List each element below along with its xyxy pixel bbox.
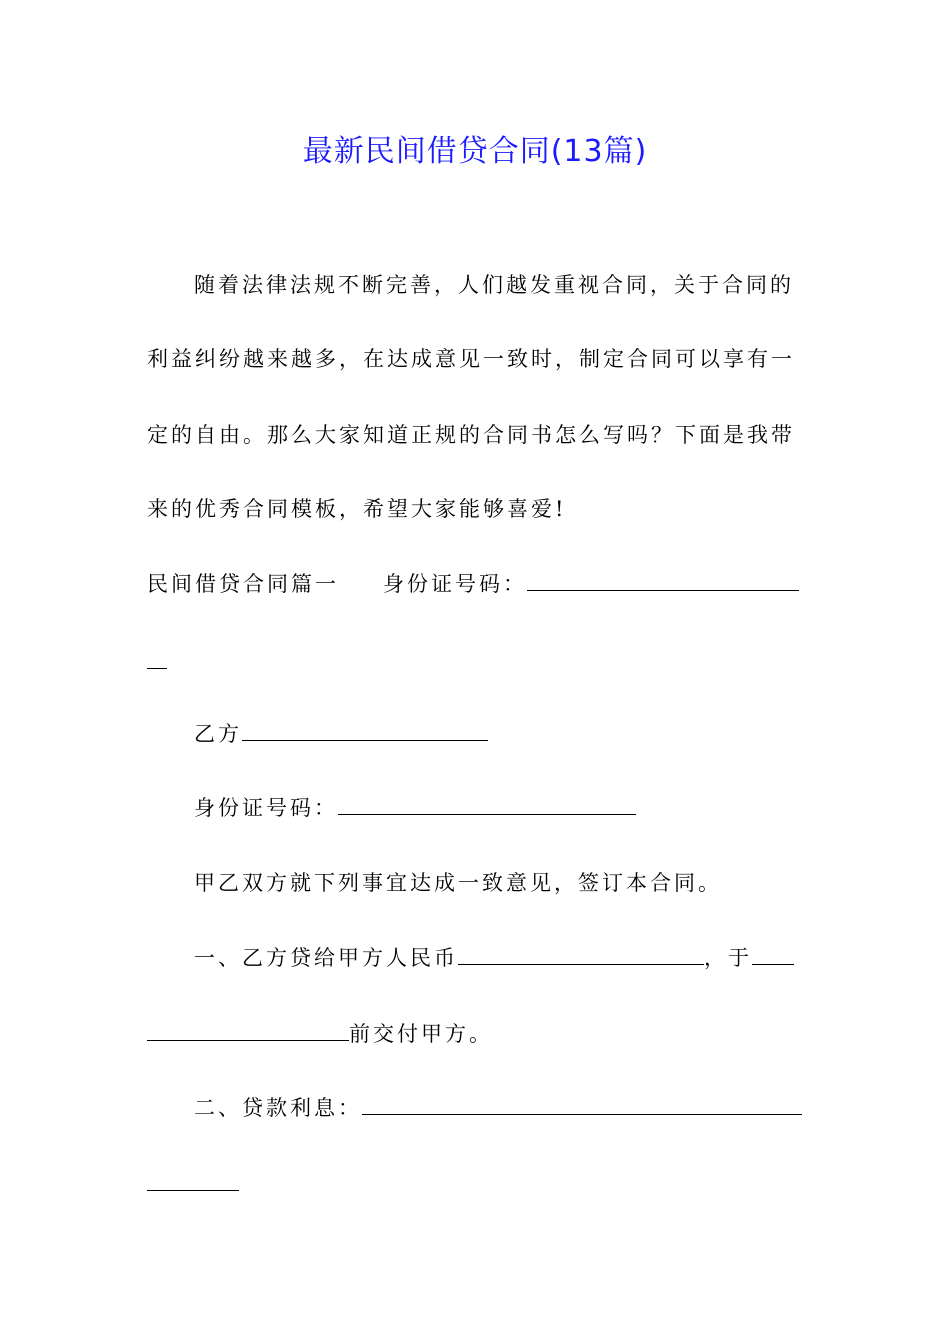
interest-blank-continuation	[147, 1168, 239, 1191]
clause-1-mid: ，于	[704, 946, 752, 970]
clause-1-line	[194, 942, 807, 973]
agreement-line: 甲乙双方就下列事宜达成一致意见，签订本合同。	[194, 871, 722, 895]
loan-amount-blank	[458, 942, 704, 965]
intro-line-1: 随着法律法规不断完善，人们越发重视合同，关于合同的	[194, 273, 794, 297]
id-number-blank	[527, 568, 799, 591]
section-label: 民间借贷合同篇一	[147, 572, 339, 596]
clause-1-prefix: 一、乙方贷给甲方人民币	[194, 946, 458, 970]
document-title: 最新民间借贷合同(13篇)	[302, 134, 648, 169]
clause-2-line	[194, 1092, 807, 1123]
party-b-id-line	[194, 792, 807, 823]
clause-1-suffix: 前交付甲方。	[349, 1022, 493, 1046]
party-b-blank	[242, 718, 488, 741]
id-number-label: 身份证号码：	[383, 572, 527, 596]
intro-line-2: 利益纠纷越来越多，在达成意见一致时，制定合同可以享有一	[147, 347, 795, 371]
id-number-blank-continuation	[147, 646, 807, 677]
party-b-line	[194, 718, 807, 749]
clause-1-continuation	[147, 1018, 807, 1049]
delivery-date-blank-continuation	[147, 1018, 349, 1041]
party-b-id-label: 身份证号码：	[194, 796, 338, 820]
section-heading-line	[147, 568, 807, 599]
clause-2-continuation	[147, 1168, 807, 1199]
delivery-date-blank	[752, 942, 794, 965]
clause-2-prefix: 二、贷款利息：	[194, 1096, 362, 1120]
intro-line-4: 来的优秀合同模板，希望大家能够喜爱!	[147, 497, 567, 521]
party-b-id-blank	[338, 792, 636, 815]
interest-blank	[362, 1092, 802, 1115]
intro-line-3: 定的自由。那么大家知道正规的合同书怎么写吗？下面是我带	[147, 423, 795, 447]
party-b-label: 乙方	[194, 722, 242, 746]
